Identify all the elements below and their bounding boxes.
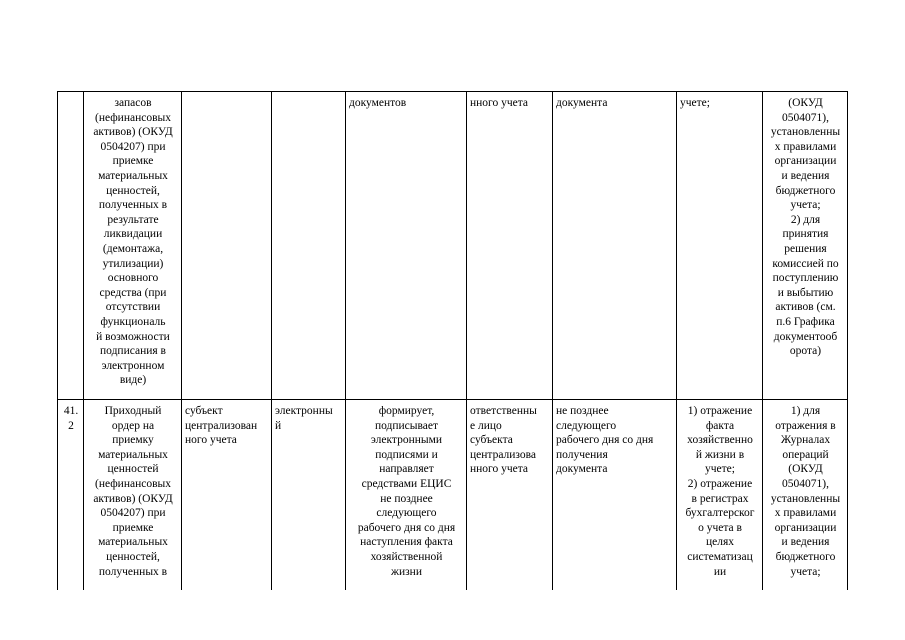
cell-line: х правилами (774, 507, 837, 520)
cell-line: установленны (770, 492, 841, 505)
cell-line: Приходный (104, 405, 162, 417)
cell-responsible (467, 92, 553, 400)
cell-line: направляет (379, 463, 434, 476)
cell-line: 0504207) при (100, 507, 166, 520)
cell-line: документов (349, 97, 407, 109)
cell-line: операций (782, 448, 829, 461)
cell-line: ценностей, (106, 184, 160, 197)
cell-line: приемке (112, 155, 154, 168)
cell-line: подписания в (100, 345, 166, 358)
cell-reflection (677, 92, 763, 400)
cell-line: решения (784, 242, 827, 255)
cell-line: не позднее (556, 405, 609, 417)
cell-action (346, 400, 467, 590)
cell-line: ии (713, 565, 727, 578)
cell-line: утилизации) (102, 257, 164, 270)
cell-creator (182, 400, 272, 590)
cell-line: о учета в (698, 521, 742, 534)
cell-line: субъекта (470, 434, 513, 447)
cell-line: электронны (275, 405, 333, 417)
cell-line: й жизни в (695, 448, 745, 461)
cell-line: рабочего дня со дня (357, 521, 456, 534)
cell-line: приемке (112, 521, 154, 534)
cell-number (58, 92, 84, 400)
cell-line: бюджетного (775, 184, 836, 197)
cell-line: основного (107, 272, 159, 285)
cell-line: (ОКУД (788, 463, 823, 476)
cell-deadline (553, 92, 677, 400)
cell-line: бюджетного (775, 550, 836, 563)
cell-line: централизова (470, 448, 537, 461)
cell-line: 0504071), (782, 111, 829, 124)
cell-line: 2) отражение (687, 477, 753, 490)
cell-line: материальных (98, 536, 168, 549)
cell-line: материальных (98, 169, 168, 182)
cell-line: ответственны (470, 405, 537, 417)
cell-line: полученных в (98, 199, 168, 212)
cell-line: документооб (773, 330, 838, 343)
cell-purpose (763, 92, 848, 400)
table-row (58, 92, 848, 400)
cell-line: жизни (391, 565, 422, 578)
cell-line: (демонтажа, (102, 242, 164, 255)
cell-line: ордер на (111, 419, 155, 432)
cell-line: документа (556, 463, 608, 476)
cell-line: Журналах (780, 434, 831, 447)
cell-line: нного учета (470, 97, 529, 109)
cell-line: и ведения (781, 169, 830, 182)
cell-line: централизован (185, 419, 258, 432)
cell-line: средства (при (99, 286, 167, 299)
cell-line: установленны (770, 126, 841, 139)
cell-line: 0504071), (782, 477, 829, 490)
cell-line: электронном (101, 359, 165, 372)
cell-line: рабочего дня со дня (556, 434, 654, 447)
cell-line: запасов (114, 97, 152, 109)
cell-line: функциональ (100, 315, 166, 328)
cell-line: (ОКУД (788, 97, 823, 109)
cell-line: бухгалтерског (685, 507, 755, 520)
cell-line: систематизац (687, 550, 753, 563)
cell-line: не позднее (380, 492, 433, 505)
cell-line: 41. (63, 405, 79, 417)
cell-line: факта (705, 419, 735, 432)
cell-line: и ведения (781, 536, 830, 549)
cell-line: средствами ЕЦИС (361, 477, 452, 490)
cell-action (346, 92, 467, 400)
cell-line: учете; (680, 97, 710, 109)
cell-line: отражения в (775, 419, 836, 432)
cell-line: нного учета (470, 463, 529, 476)
cell-line: ценностей, (106, 550, 160, 563)
document-table (57, 91, 848, 590)
cell-line: документа (556, 97, 608, 109)
cell-line: формирует, (378, 405, 435, 417)
cell-document-name (84, 92, 182, 400)
cell-line: субъект (185, 405, 223, 417)
cell-line: е лицо (470, 419, 502, 432)
cell-line: ного учета (185, 434, 237, 447)
cell-line: 2 (68, 419, 74, 432)
cell-responsible (467, 400, 553, 590)
cell-line: активов) (ОКУД (93, 126, 173, 139)
cell-number (58, 400, 84, 590)
cell-line: ценностей (107, 463, 159, 476)
cell-creator (182, 92, 272, 400)
table-row (58, 400, 848, 590)
cell-line: комиссией по (772, 257, 839, 270)
cell-line: целях (705, 536, 735, 549)
cell-line: результате (107, 213, 159, 226)
cell-line: следующего (376, 507, 437, 520)
cell-purpose (763, 400, 848, 590)
cell-line: полученных в (98, 565, 168, 578)
cell-line: организации (774, 521, 837, 534)
cell-line: й возможности (96, 330, 170, 343)
cell-line: 2) для (790, 213, 821, 226)
cell-line: (нефинансовых (94, 477, 171, 490)
cell-line: поступлению (772, 272, 839, 285)
cell-line: приемку (112, 434, 154, 447)
cell-line: ликвидации (103, 228, 163, 241)
cell-line: 1) для (790, 405, 821, 417)
cell-line: в регистрах (691, 492, 749, 505)
cell-line: (нефинансовых (94, 111, 171, 124)
cell-line: активов) (ОКУД (93, 492, 173, 505)
cell-line: виде) (119, 374, 147, 387)
cell-line: учете; (705, 463, 735, 476)
cell-line: материальных (98, 448, 168, 461)
cell-line: наступления факта (360, 536, 453, 549)
cell-line: подписывает (374, 419, 439, 432)
cell-document-name (84, 400, 182, 590)
cell-line: п.6 Графика (776, 315, 835, 328)
cell-line: получения (556, 448, 608, 461)
cell-line: орота) (789, 345, 822, 358)
cell-line: 0504207) при (100, 140, 166, 153)
cell-line: хозяйственной (370, 550, 443, 563)
cell-line: следующего (556, 419, 617, 432)
cell-line: принятия (782, 228, 829, 241)
cell-line: й (275, 419, 282, 432)
cell-line: подписями и (375, 448, 438, 461)
cell-line: отсутствии (105, 301, 161, 314)
cell-reflection (677, 400, 763, 590)
cell-line: учета; (790, 199, 821, 212)
cell-line: активов (см. (775, 301, 836, 314)
cell-form (272, 400, 346, 590)
cell-line: организации (774, 155, 837, 168)
cell-deadline (553, 400, 677, 590)
cell-line: учета; (790, 565, 821, 578)
cell-line: и выбытию (777, 286, 834, 299)
cell-line: 1) отражение (687, 405, 753, 417)
cell-line: х правилами (774, 140, 837, 153)
cell-line: хозяйственно (687, 434, 753, 447)
cell-line: электронными (370, 434, 443, 447)
cell-form (272, 92, 346, 400)
